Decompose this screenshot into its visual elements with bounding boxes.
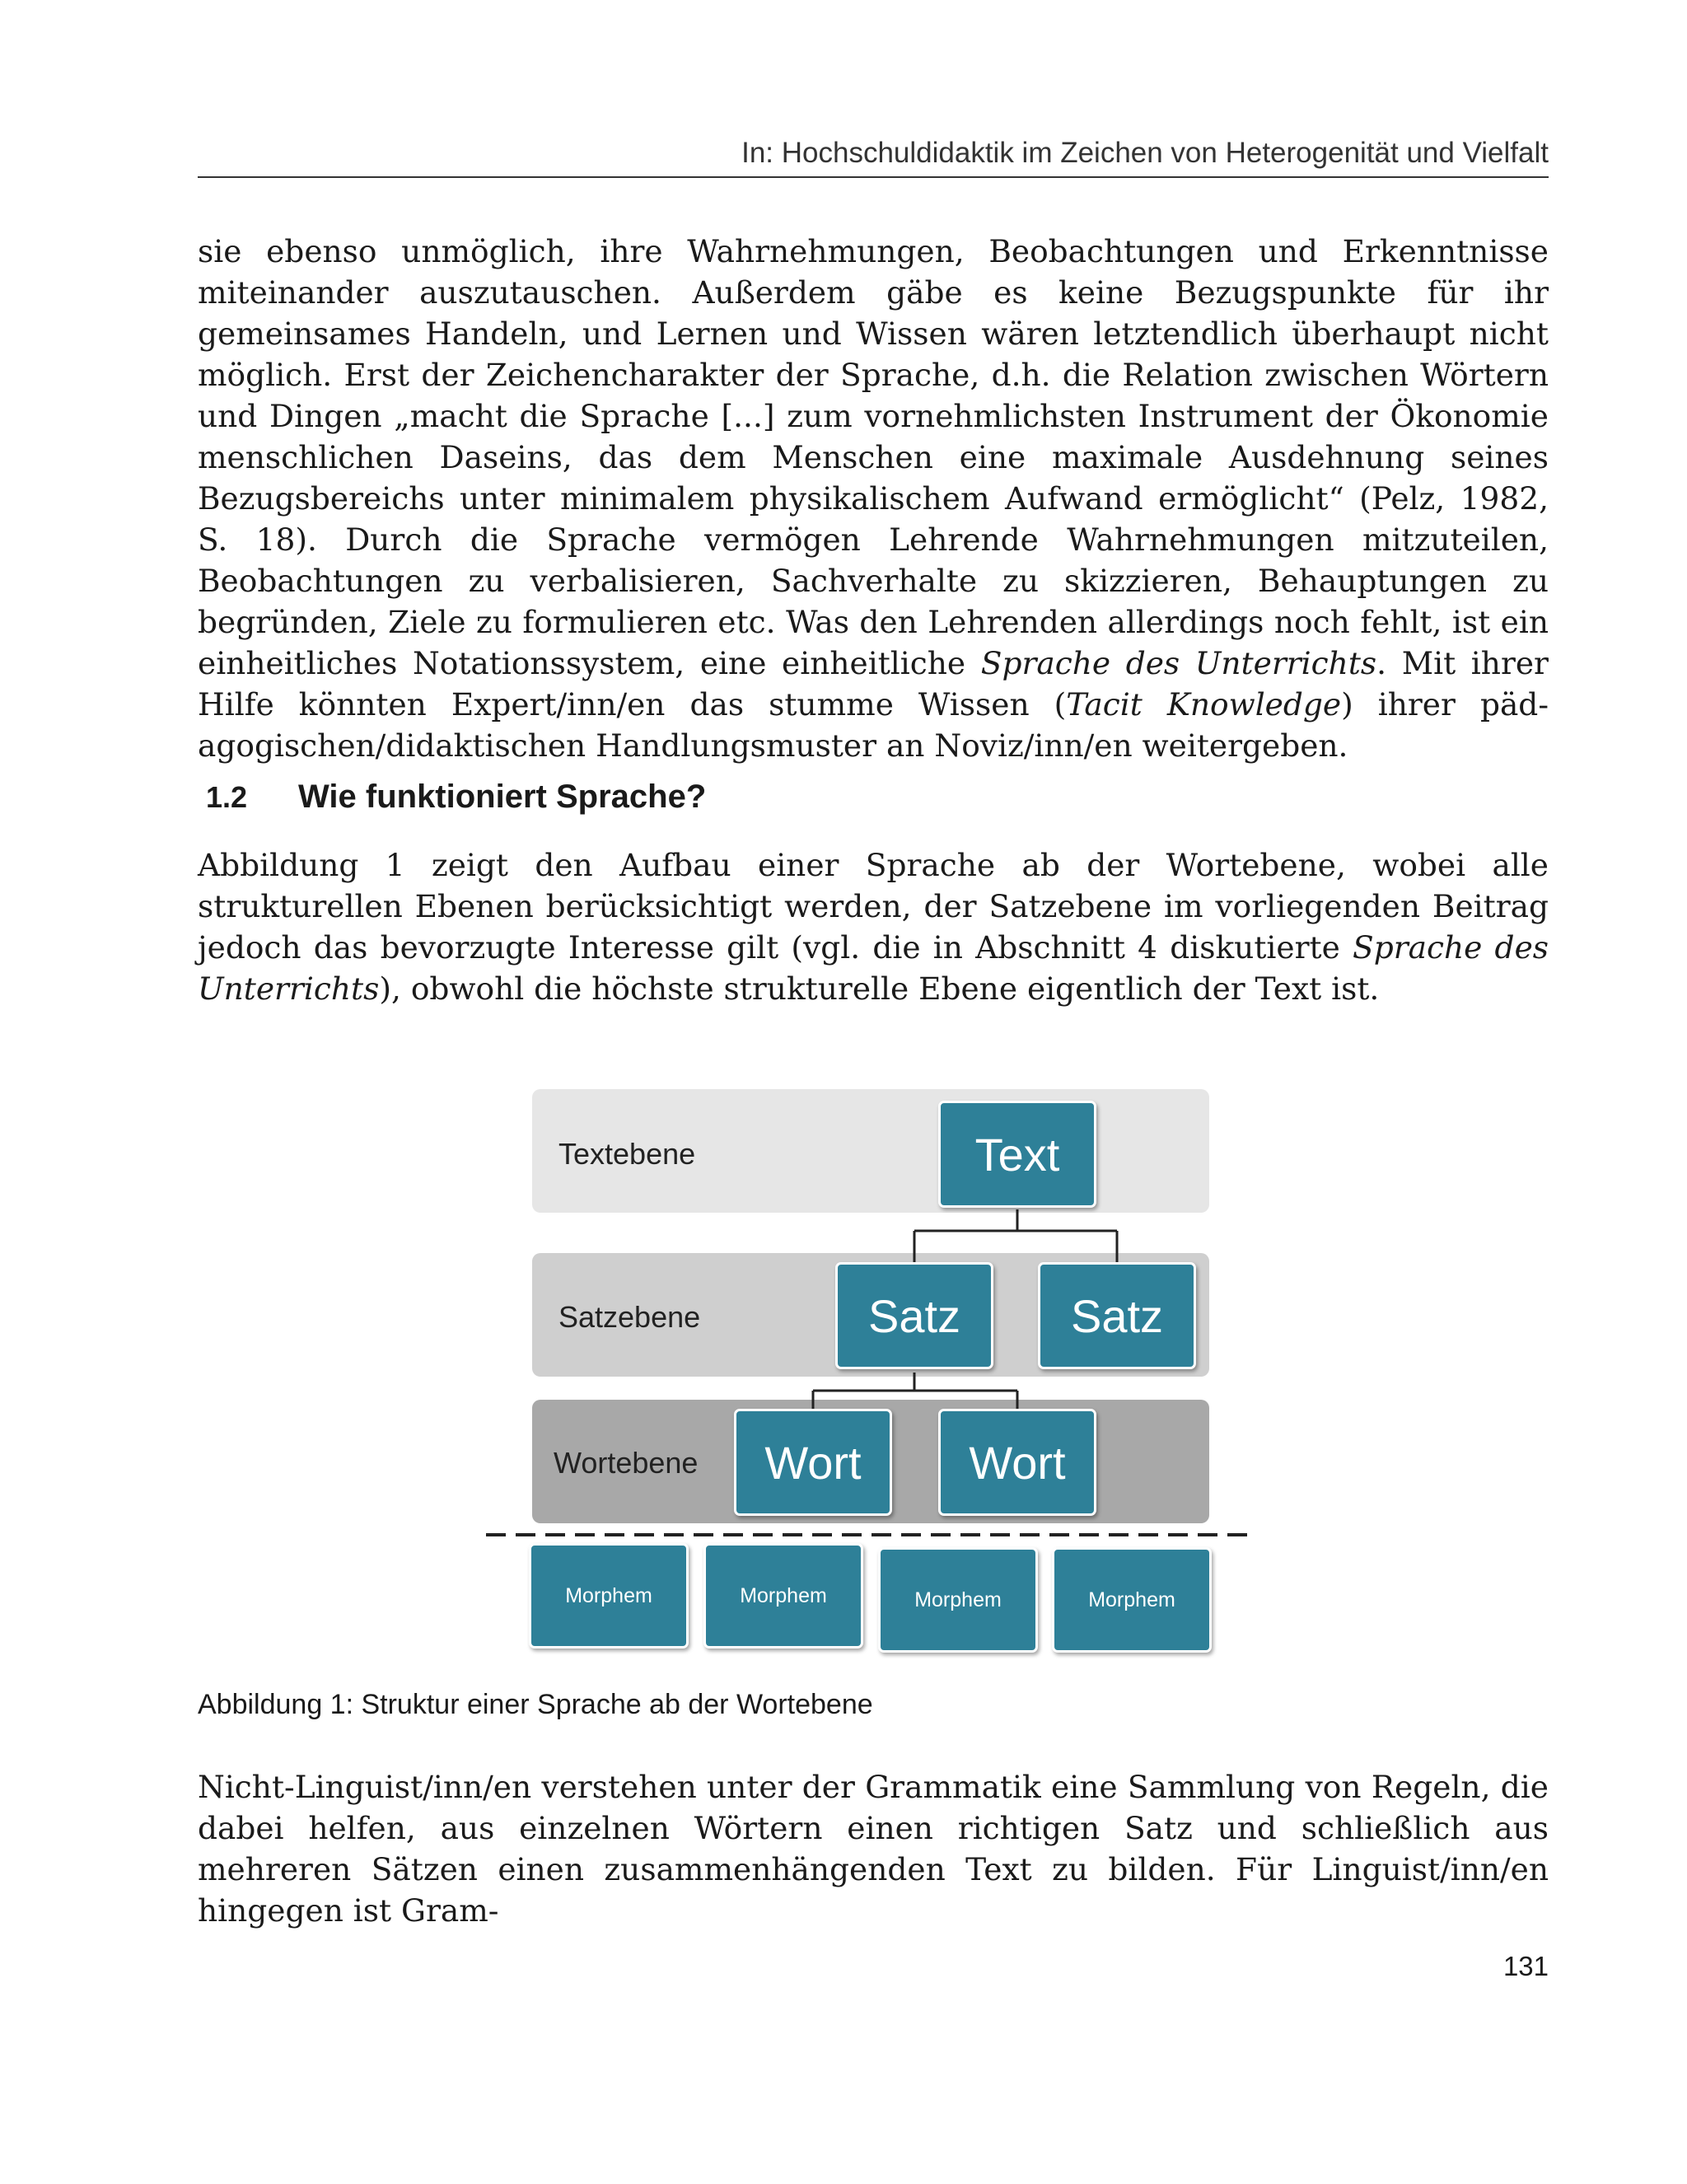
node-morphem-1: Morphem (529, 1543, 689, 1649)
paragraph-1-emphasis-2: Tacit Knowledge (1066, 686, 1342, 723)
running-header: In: Hochschuldidaktik im Zeichen von Heterogenität und Vielfalt (741, 137, 1549, 169)
level-label-wort: Wortebene (554, 1446, 699, 1480)
node-wort-1: Wort (734, 1409, 892, 1516)
paragraph-2-text-b: ), obwohl die höchste strukturelle Ebene eigentlich der Text ist. (379, 970, 1380, 1007)
page-number: 131 (1502, 1951, 1549, 1981)
paragraph-1-emphasis-1: Sprache des Unterrichts (980, 645, 1377, 681)
node-morphem-3: Morphem (878, 1547, 1038, 1653)
paragraph-2 (198, 844, 1549, 1009)
paragraph-2-emphasis: Sprache des Unterrichts (198, 929, 1549, 1007)
figure-caption: Abbildung 1: Struktur einer Sprache ab der Wortebene (198, 1689, 873, 1720)
node-morphem-4: Morphem (1052, 1547, 1212, 1653)
section-title: Wie funktioniert Sprache? (298, 779, 707, 815)
node-wort-2: Wort (938, 1409, 1096, 1516)
header-rule (198, 176, 1549, 178)
node-text: Text (938, 1101, 1096, 1208)
section-heading (206, 779, 706, 816)
level-label-satz: Satzebene (558, 1300, 701, 1334)
node-satz-2: Satz (1038, 1262, 1196, 1369)
paragraph-3: Nicht-Linguist/inn/en verstehen unter der Grammatik eine Sammlung von Regeln, die dabei helfen, aus einzelnen Wörtern einen richtigen Satz und schließlich aus mehreren Sätzen einen zusammenhängenden Text zu bilden. Für Linguist/inn/en hingegen ist Gram- (198, 1769, 1549, 1929)
level-label-text: Textebene (558, 1137, 696, 1171)
paragraph-2-text-a: Abbildung 1 zeigt den Aufbau einer Sprache ab der Wortebene, wobei alle strukturellen Ebenen berücksichtigt werden, der Satzebene im vorliegenden Beitrag jedoch das bevorzugte Interesse gilt (vgl. die in Abschnitt 4 diskutierte (198, 847, 1549, 966)
language-structure-figure (486, 1086, 1252, 1663)
node-satz-1: Satz (835, 1262, 993, 1369)
paragraph-1-text-b: . Mit ihrer Hilfe könnten Expert/inn/en das stumme Wissen ( (198, 645, 1549, 723)
paragraph-1-text-a: sie ebenso unmöglich, ihre Wahrnehmungen, Beobachtungen und Erkenntnisse miteinander auszutauschen. Außerdem gäbe es keine Bezugspunkte für ihr gemeinsames Handeln, und Lernen und Wissen wären letztendlich überhaupt nicht möglich. Erst der Zeichencharakter der Sprache, d.h. die Relation zwischen Wörtern und Dingen „macht die Sprache [...] zum vornehmlichsten Instrument der Ökonomie menschlichen Daseins, das dem Menschen eine maximale Ausdehnung seines Bezugsbereichs unter minimalem physikalischem Aufwand ermöglicht“ (Pelz, 1982, S. 18). Durch die Sprache vermögen Lehrende Wahrnehmungen mitzuteilen, Beobachtungen zu verbalisieren, Sachverhalte zu skizzieren, Behauptungen zu begründen, Ziele zu formulieren etc. Was den Lehrenden allerdings noch fehlt, ist ein einheitliches Notationssystem, eine einheitliche (198, 233, 1549, 681)
node-morphem-2: Morphem (703, 1543, 863, 1649)
section-number: 1.2 (206, 780, 248, 814)
paragraph-1 (198, 231, 1549, 766)
paragraph-1-text-c: ) ihrer pädagogischen/didaktischen Handlungsmuster an Noviz/inn/en weitergeben. (198, 686, 1549, 764)
